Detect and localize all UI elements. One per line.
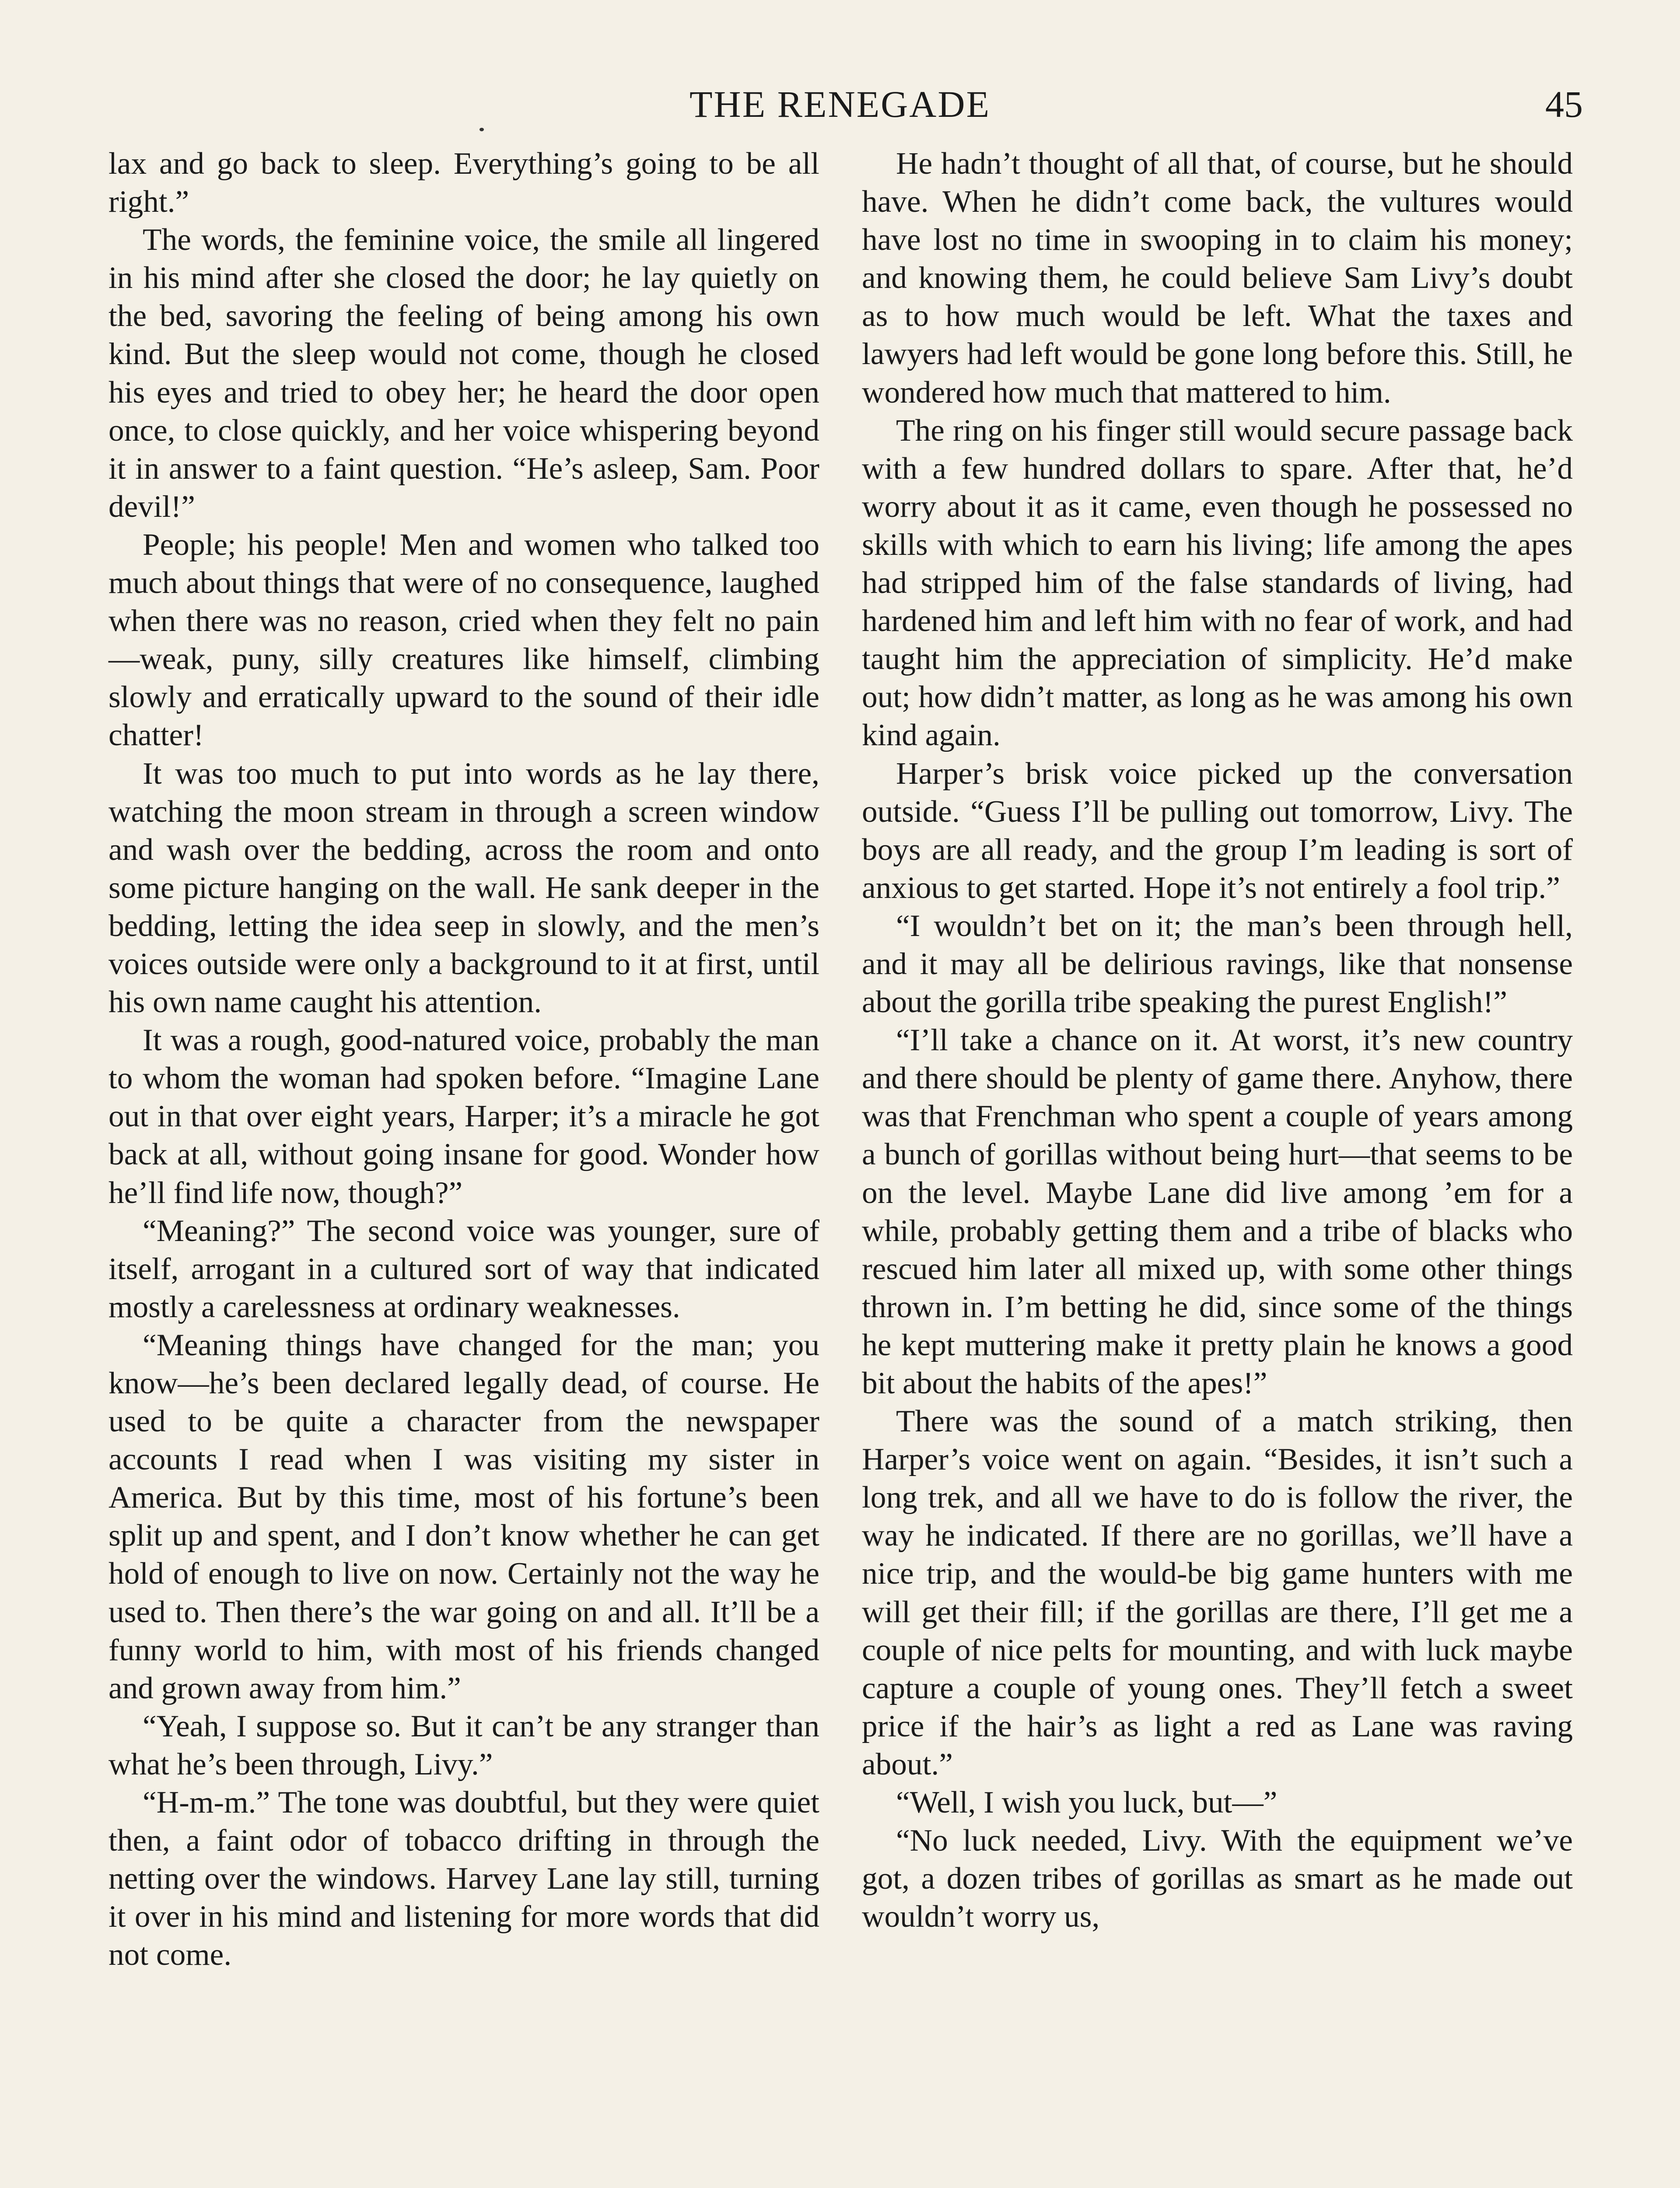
paragraph: “Well, I wish you luck, but—” <box>896 1785 1278 1820</box>
page-number: 45 <box>1545 83 1583 125</box>
paragraph: lax and go back to sleep. Everything’s going to be all right.” <box>108 146 819 219</box>
paragraph: There was the sound of a match striking, then Harper’s voice went on again. “Besides, it isn’t such a long trek, and all we have to do is follow the river, the way he indicated. If there are no gorillas, we’ll have a nice trip, and the would-be big game hunters with me will get their fill; if the gorillas are there, I’ll get me a couple of nice pelts for mounting, and with luck maybe capture a couple of young ones. They’ll fetch a sweet price if the hair’s as light a red as Lane was raving about.” <box>862 1404 1573 1781</box>
page-title: THE RENEGADE <box>689 83 991 125</box>
left-column <box>108 144 819 1974</box>
paragraph: “No luck needed, Livy. With the equipment we’ve got, a dozen tribes of gorillas as smart as he made out wouldn’t worry us, <box>862 1823 1573 1934</box>
paragraph: The ring on his finger still would secure passage back with a few hundred dollars to spare. After that, he’d worry about it as it came, even though he possessed no skills with which to earn his living; life among the apes had stripped him of the false standards of living, had hardened him and left him with no fear of work, and had taught him the appreciation of simplicity. He’d make out; how didn’t matter, as long as he was among his own kind again. <box>862 413 1573 753</box>
paragraph: “Meaning?” The second voice was younger, sure of itself, arrogant in a cultured sort of way that indicated mostly a carelessness at ordinary weaknesses. <box>108 1213 819 1324</box>
paragraph: It was too much to put into words as he lay there, watching the moon stream in through a screen window and wash over the bedding, across the room and onto some picture hanging on the wall. He sank deeper in the bedding, letting the idea seep in slowly, and the men’s voices outside were only a background to it at first, until his own name caught his attention. <box>108 756 819 1020</box>
paragraph: “H-m-m.” The tone was doubtful, but they were quiet then, a faint odor of tobacco drifting in through the netting over the windows. Harvey Lane lay still, turning it over in his mind and listening for more words that did not come. <box>108 1785 819 1972</box>
paragraph: He hadn’t thought of all that, of course, but he should have. When he didn’t come back, the vultures would have lost no time in swooping in to claim his money; and knowing them, he could believe Sam Livy’s doubt as to how much would be left. What the taxes and lawyers had left would be gone long before this. Still, he wondered how much that mattered to him. <box>862 146 1573 410</box>
print-speck <box>480 128 484 131</box>
running-header <box>0 78 1680 130</box>
paragraph: Harper’s brisk voice picked up the conversation outside. “Guess I’ll be pulling out tomorrow, Livy. The boys are all ready, and the group I’m leading is sort of anxious to get started. Hope it’s not entirely a fool trip.” <box>862 756 1573 905</box>
paragraph: People; his people! Men and women who talked too much about things that were of no consequence, laughed when there was no reason, cried when they felt no pain—weak, puny, silly creatures like himself, climbing slowly and erratically upward to the sound of their idle chatter! <box>108 527 819 753</box>
paragraph: “I’ll take a chance on it. At worst, it’s new country and there should be plenty of game there. Anyhow, there was that Frenchman who spent a couple of years among a bunch of gorillas without being hurt—that seems to be on the level. Maybe Lane did live among ’em for a while, probably getting them and a tribe of blacks who rescued him later all mixed up, with some other things thrown in. I’m betting he did, since some of the things he kept muttering make it pretty plain he knows a good bit about the habits of the apes!” <box>862 1023 1573 1400</box>
paragraph: “Yeah, I suppose so. But it can’t be any stranger than what he’s been through, Livy.” <box>108 1708 819 1781</box>
paragraph: The words, the feminine voice, the smile all lingered in his mind after she closed the door; he lay quietly on the bed, savoring the feeling of being among his own kind. But the sleep would not come, though he closed his eyes and tried to obey her; he heard the door open once, to close quickly, and her voice whispering beyond it in answer to a faint question. “He’s asleep, Sam. Poor devil!” <box>108 222 819 524</box>
right-column <box>862 144 1573 1936</box>
paragraph: It was a rough, good-natured voice, probably the man to whom the woman had spoken before. “Imagine Lane out in that over eight years, Harper; it’s a miracle he got back at all, without going insane for good. Wonder how he’ll find life now, though?” <box>108 1023 819 1210</box>
paragraph: “Meaning things have changed for the man; you know—he’s been declared legally dead, of course. He used to be quite a character from the newspaper accounts I read when I was visiting my sister in America. But by this time, most of his fortune’s been split up and spent, and I don’t know whether he can get hold of enough to live on now. Certainly not the way he used to. Then there’s the war going on and all. It’ll be a funny world to him, with most of his friends changed and grown away from him.” <box>108 1327 819 1705</box>
paragraph: “I wouldn’t bet on it; the man’s been through hell, and it may all be delirious ravings, like that nonsense about the gorilla tribe speaking the purest English!” <box>862 908 1573 1020</box>
